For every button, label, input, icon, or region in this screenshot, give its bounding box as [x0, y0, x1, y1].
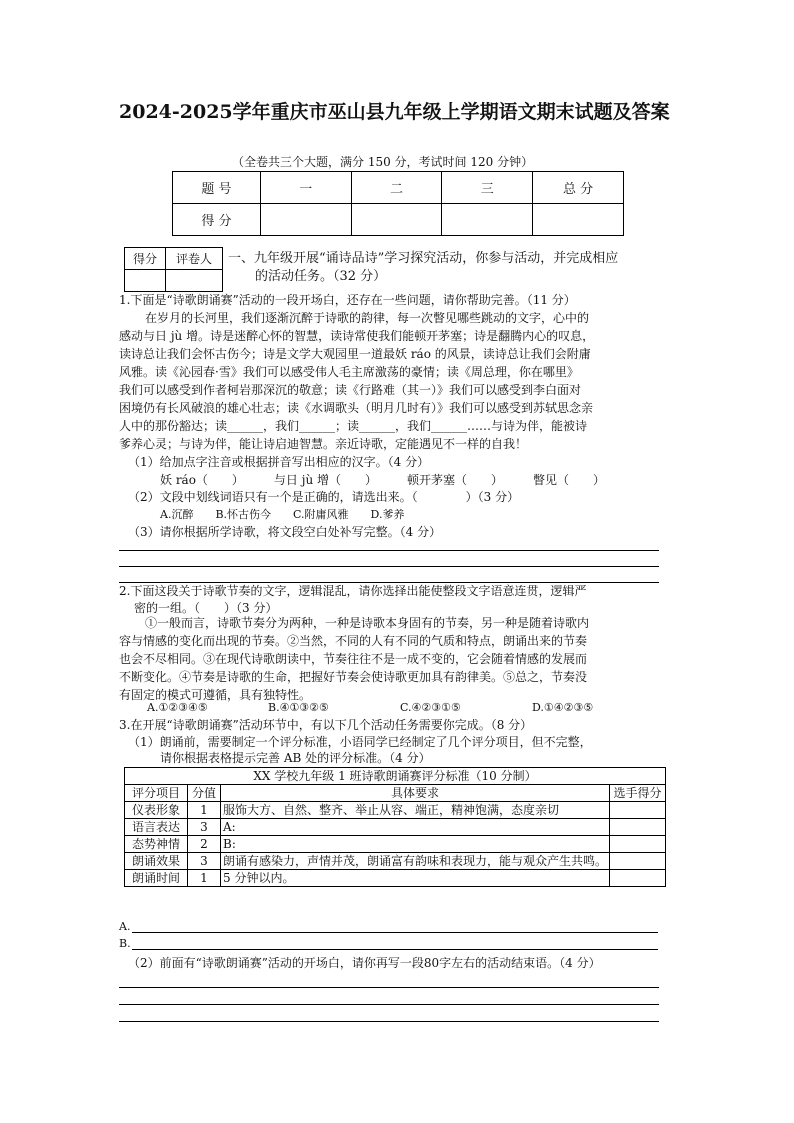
passage-line: 在岁月的长河里，我们逐渐沉醉于诗歌的韵律，每一次瞥见哪些跳动的文字，心中的	[145, 311, 590, 325]
rubric-requirement: 朗诵有感染力，声情并茂，朗诵富有韵味和表现力，能与观众产生共鸣。	[221, 853, 610, 870]
rubric-score: 3	[188, 819, 221, 836]
rubric-requirement[interactable]: A:	[221, 819, 610, 836]
rubric-item: 仪表形象	[125, 802, 188, 819]
question-3-sub1-cont: 请你根据表格提示完善 AB 处的评分标准。（4 分）	[160, 751, 431, 765]
rubric-requirement: 服饰大方、自然、整齐、举止从容、端正，精神饱满，态度亲切	[221, 802, 610, 819]
score-cell[interactable]	[533, 204, 624, 236]
passage-line: 有固定的模式可遵循，具有独特性。	[119, 688, 312, 702]
passage-line: 我们可以感受到作者柯岩那深沉的敬意；读《行路难（其一）》我们可以感受到李白面对	[119, 383, 582, 397]
rubric-row	[125, 802, 666, 819]
grader-score-label: 得分	[125, 248, 166, 270]
rubric-score: 2	[188, 836, 221, 853]
rubric-header: 具体要求	[221, 785, 610, 802]
rubric-player-score[interactable]	[610, 802, 666, 819]
score-cell[interactable]	[351, 204, 442, 236]
answer-line[interactable]	[119, 550, 659, 551]
question-2-option-a: A.①②③④⑤	[147, 701, 208, 714]
question-1-sub1: （1）给加点字注音或根据拼音写出相应的汉字。（4 分）	[128, 455, 430, 469]
passage-line: 人中的那份豁达；读______，我们______；读______，我们______……与诗为伴，能被诗	[119, 419, 588, 433]
question-2-stem: 2.下面这段关于诗歌节奏的文字，逻辑混乱，请你选择出能使整段文字语意连贯，逻辑严	[119, 584, 587, 598]
rubric-player-score[interactable]	[610, 853, 666, 870]
score-header: 一	[260, 172, 351, 204]
section-heading-cont: 的活动任务。（32 分）	[255, 269, 387, 284]
passage-line: 不断变化。④节奏是诗歌的生命，把握好节奏会使诗歌更加具有韵律美。⑤总之，节奏没	[119, 670, 588, 684]
question-2-option-d: D.①④②③⑤	[532, 701, 594, 714]
answer-a-label: A.	[119, 920, 131, 933]
question-1-passage	[119, 309, 679, 453]
question-1-sub1-items: 妖 ráo（ ） 与日 jù 增（ ） 顿开茅塞（ ） 瞥见（ ）	[160, 473, 606, 487]
score-row-label: 得 分	[173, 204, 261, 236]
rubric-row	[125, 853, 666, 870]
passage-line: 风雅。读《沁园春·雪》我们可以感受伟人毛主席激荡的豪情；读《周总理，你在哪里》	[119, 365, 579, 379]
rubric-score: 1	[188, 802, 221, 819]
question-3-stem: 3.在开展“诗歌朗诵赛”活动环节中，有以下几个活动任务需要你完成。（8 分）	[119, 718, 533, 732]
score-header: 题 号	[173, 172, 261, 204]
passage-line: 也会不尽相同。③在现代诗歌朗读中，节奏往往不是一成不变的，它会随着情感的发展而	[119, 652, 588, 666]
grader-name-label: 评卷人	[166, 248, 223, 270]
score-cell[interactable]	[442, 204, 533, 236]
rubric-row	[125, 836, 666, 853]
answer-b-line[interactable]	[132, 949, 658, 950]
rubric-score: 3	[188, 853, 221, 870]
score-header: 三	[442, 172, 533, 204]
passage-line: ①一般而言，诗歌节奏分为两种，一种是诗歌本身固有的节奏，另一种是随着诗歌内	[145, 616, 590, 630]
question-2-passage	[119, 614, 679, 704]
question-2-stem-cont: 密的一组。（ ）（3 分）	[134, 601, 278, 615]
question-2-option-c: C.④②③①⑤	[400, 701, 461, 714]
rubric-requirement: 5 分钟以内。	[221, 870, 610, 887]
question-1-sub2-options: A.沉醉 B.怀古伤今 C.附庸风雅 D.爹养	[160, 508, 405, 521]
rubric-requirement[interactable]: B:	[221, 836, 610, 853]
rubric-row	[125, 870, 666, 887]
rubric-caption: XX 学校九年级 1 班诗歌朗诵赛评分标准（10 分制）	[125, 768, 666, 785]
answer-line[interactable]	[119, 1004, 659, 1005]
answer-b-label: B.	[119, 937, 131, 950]
passage-line: 困境仍有长风破浪的雄心壮志；读《水调歌头（明月几时有）》我们可以感受到苏轼思念亲	[119, 401, 594, 415]
rubric-player-score[interactable]	[610, 819, 666, 836]
rubric-item: 语言表达	[125, 819, 188, 836]
score-table	[172, 171, 624, 236]
rubric-item: 态势神情	[125, 836, 188, 853]
rubric-player-score[interactable]	[610, 836, 666, 853]
rubric-item: 朗诵时间	[125, 870, 188, 887]
passage-line: 感动与日 jù 增。诗是迷醉心怀的智慧，读诗常使我们能顿开茅塞；诗是翻腾内心的叹息，	[119, 329, 595, 343]
exam-info: （全卷共三个大题，满分 150 分，考试时间 120 分钟）	[232, 155, 534, 169]
rubric-header: 分值	[188, 785, 221, 802]
rubric-table	[124, 767, 666, 887]
score-header: 二	[351, 172, 442, 204]
passage-line: 爹养心灵；与诗为伴，能让诗启迪智慧。亲近诗歌，定能遇见不一样的自我！	[119, 437, 528, 451]
grader-box	[124, 247, 223, 292]
passage-line: 读诗总让我们会怀古伤今；诗是文学大观园里一道最妖 ráo 的风景，读诗总让我们会附庸	[119, 347, 591, 361]
question-1-stem: 1.下面是“诗歌朗诵赛”活动的一段开场白，还存在一些问题，请你帮助完善。（11 分）	[119, 293, 576, 307]
rubric-player-score[interactable]	[610, 870, 666, 887]
rubric-score: 1	[188, 870, 221, 887]
answer-a-line[interactable]	[132, 932, 658, 933]
question-3-sub1: （1）朗诵前，需要制定一个评分标准，小语同学已经制定了几个评分项目，但不完整，	[128, 735, 592, 749]
passage-line: 容与情感的变化而出现的节奏。②当然，不同的人有不同的气质和特点，朗诵出来的节奏	[119, 634, 588, 648]
answer-line[interactable]	[119, 987, 659, 988]
rubric-item: 朗诵效果	[125, 853, 188, 870]
score-header: 总 分	[533, 172, 624, 204]
score-cell[interactable]	[260, 204, 351, 236]
question-1-sub2: （2）文段中划线词语只有一个是正确的，请选出来。（ ）（3 分）	[128, 490, 520, 504]
rubric-header: 选手得分	[610, 785, 666, 802]
question-3-sub2: （2）前面有“诗歌朗诵赛”活动的开场白，请你再写一段80字左右的活动结束语。（4 分）	[128, 956, 601, 970]
rubric-row	[125, 819, 666, 836]
answer-line[interactable]	[119, 566, 659, 567]
grader-name-cell[interactable]	[166, 270, 223, 292]
question-1-sub3: （3）请你根据所学诗歌，将文段空白处补写完整。（4 分）	[128, 525, 442, 539]
section-heading: 一、九年级开展“诵诗品诗”学习探究活动，你参与活动，并完成相应	[228, 251, 619, 266]
grader-score-cell[interactable]	[125, 270, 166, 292]
page-title: 2024-2025学年重庆市巫山县九年级上学期语文期末试题及答案	[119, 101, 670, 123]
rubric-header: 评分项目	[125, 785, 188, 802]
question-2-option-b: B.④①③②⑤	[268, 701, 329, 714]
answer-line[interactable]	[119, 1021, 659, 1022]
